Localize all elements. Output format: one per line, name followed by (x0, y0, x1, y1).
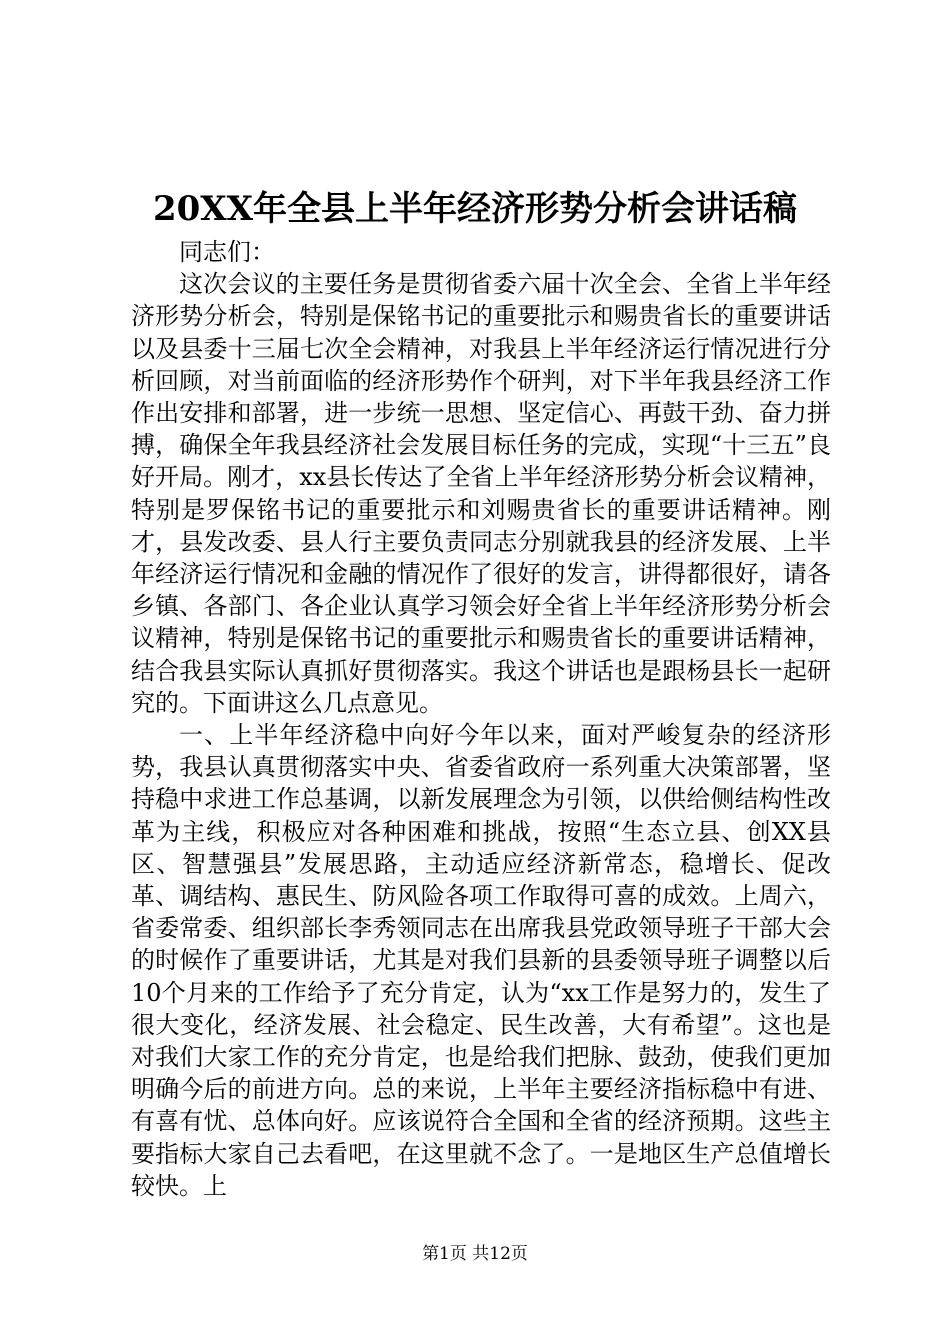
salutation: 同志们： (179, 238, 275, 266)
page-indicator: 第1页 共12页 (422, 1244, 528, 1264)
paragraph: 一、上半年经济稳中向好今年以来，面对严峻复杂的经济形势，我县认真贯彻落实中央、省委省政府一系列重大决策部署，坚持稳中求进工作总基调，以新发展理念为引领，以供给侧结构性改革为主线，积极应对各种困难和挑战，按照“生态立县、创XX县区、智慧强县”发展思路，主动适应经济新常态，稳增长、促改革、调结构、惠民生、防风险各项工作取得可喜的成效。上周六，省委常委、组织部长李秀领同志在出席我县党政领导班子干部大会的时候作了重要讲话，尤其是对我们县新的县委领导班子调整以后10个月来的工作给予了充分肯定，认为“xx工作是努力的，发生了很大变化，经济发展、社会稳定、民生改善，大有希望”。这也是对我们大家工作的充分肯定，也是给我们把脉、鼓劲，使我们更加明确今后的前进方向。总的来说，上半年主要经济指标稳中有进、有喜有忧、总体向好。应该说符合全国和全省的经济预期。这些主要指标大家自己去看吧，在这里就不念了。一是地区生产总值增长较快。上 (131, 721, 831, 1200)
paragraph: 这次会议的主要任务是贯彻省委六届十次全会、全省上半年经济形势分析会，特别是保铭书记的重要批示和赐贵省长的重要讲话以及县委十三届七次全会精神，对我县上半年经济运行情况进行分析回顾，对当前面临的经济形势作个研判，对下半年我县经济工作作出安排和部署，进一步统一思想、坚定信心、再鼓干劲、奋力拼搏，确保全年我县经济社会发展目标任务的完成，实现“十三五”良好开局。刚才，xx县长传达了全省上半年经济形势分析会议精神，特别是罗保铭书记的重要批示和刘赐贵省长的重要讲话精神。刚才，县发改委、县人行主要负责同志分别就我县的经济发展、上半年经济运行情况和金融的情况作了很好的发言，讲得都很好，请各乡镇、各部门、各企业认真学习领会好全省上半年经济形势分析会议精神，特别是保铭书记的重要批示和赐贵省长的重要讲话精神，结合我县实际认真抓好贯彻落实。我这个讲话也是跟杨县长一起研究的。下面讲这么几点意见。 (131, 270, 831, 717)
document-body (131, 236, 831, 1202)
document-title: 20XX年全县上半年经济形势分析会讲话稿 (152, 189, 798, 229)
